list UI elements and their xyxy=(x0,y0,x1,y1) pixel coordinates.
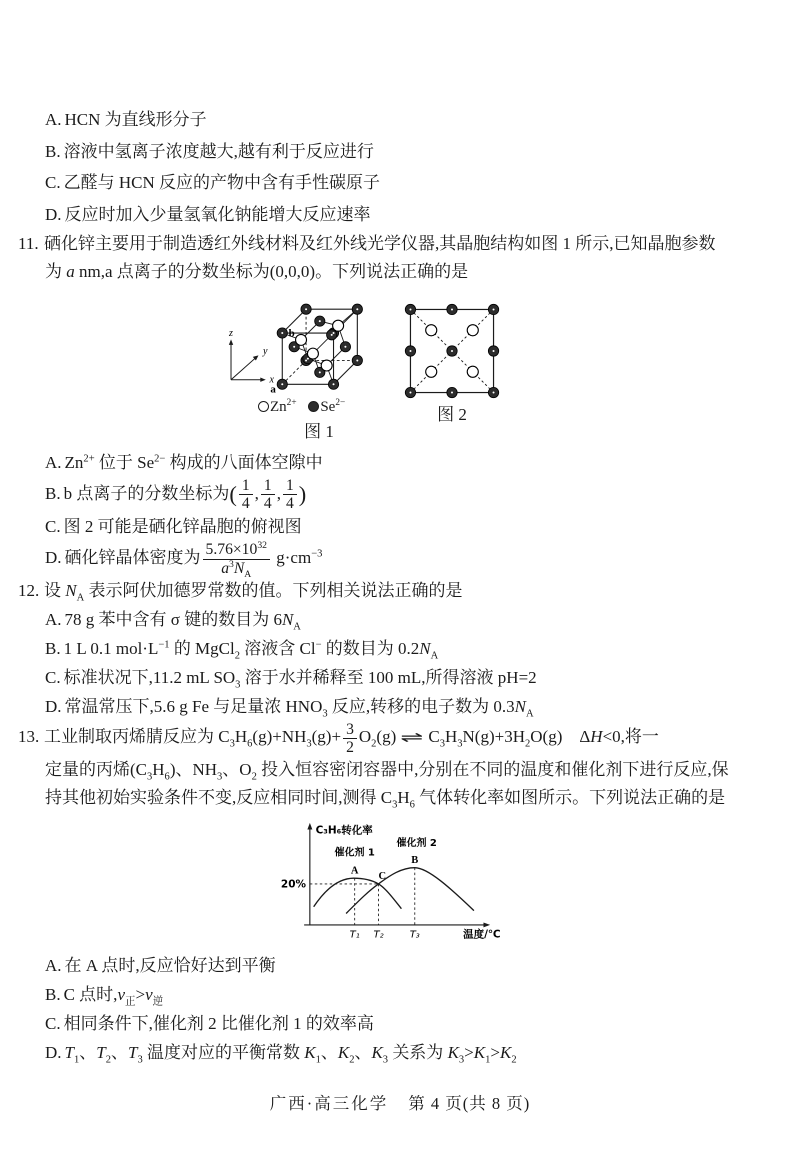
option-text: 相同条件下,催化剂 2 比催化剂 1 的效率高 xyxy=(63,1014,374,1034)
point-C-label: C xyxy=(378,871,387,883)
option-line xyxy=(45,692,774,721)
option-label: A. xyxy=(45,956,62,976)
option-label: C. xyxy=(45,173,61,192)
stem-text: 为 a nm,a 点离子的分数坐标为(0,0,0)。下列说法正确的是 xyxy=(45,262,469,281)
option-text: C 点时$,v_正>v_逆$ xyxy=(63,985,164,1008)
tick-T3: T₃ xyxy=(409,929,420,941)
unit-cell-diagram xyxy=(218,290,374,398)
axis-z-label: z xyxy=(229,327,233,339)
question-stem-continued xyxy=(45,784,774,812)
figure-row xyxy=(218,290,774,442)
question-stem xyxy=(18,230,774,258)
option-line xyxy=(45,167,774,199)
zn-atom-icon xyxy=(258,401,269,412)
footer-page-number: 第 4 页(共 8 页) xyxy=(408,1094,531,1113)
option-text: b 点离子的分数坐标为( $\frac{1}{4}$ , $\frac{1}{4}$ , $\frac{1}{4}$ ) xyxy=(63,477,307,513)
option-label: B. xyxy=(45,483,61,503)
option-line xyxy=(45,980,774,1009)
chart-x-label: 温度/℃ xyxy=(463,928,501,941)
point-A-label: A xyxy=(350,865,359,877)
stem-text: 工业制取丙烯腈反应为 $C_3H_6(g)+NH_3(g)+$ $\frac{3}{2}$ $O_2(g)$ ⇌ $C_3H_3N(g)+3H_2O(g)$ ΔH<0,将一 xyxy=(44,720,659,757)
option-text: 硒化锌晶体密度为 $\frac{5.76\times 10^{32}}{a^3N_A}$ $g\cdot cm^{-3}$ xyxy=(64,540,323,580)
option-label: C. xyxy=(45,517,61,537)
catalyst-1-label: 催化剂 1 xyxy=(334,847,375,859)
option-label: D. xyxy=(45,696,62,716)
question-13 xyxy=(18,721,774,1067)
figure-1-legend xyxy=(258,399,374,416)
option-text: 溶液中氢离子浓度越大,越有利于反应进行 xyxy=(63,141,374,161)
chart-axes xyxy=(304,828,485,925)
zn-legend-label: $Zn^{2+}$ xyxy=(270,398,297,415)
option-label: B. xyxy=(45,638,61,658)
figure-1-block xyxy=(218,290,374,442)
option-line xyxy=(45,104,774,136)
point-b-label: b xyxy=(288,327,295,340)
question-stem xyxy=(18,721,774,756)
option-text: $T_1$、$T_2$、$T_3$ 温度对应的平衡常数 $K_1$、$K_2$、$K_3$ 关系为 $K_3>K_1>K_2$ xyxy=(64,1043,517,1066)
point-B-label: B xyxy=(411,855,419,867)
option-label: B. xyxy=(45,985,61,1005)
option-line xyxy=(45,663,774,692)
question-number: 12. xyxy=(18,580,40,600)
question-number: 11. xyxy=(18,234,39,253)
option-line xyxy=(45,605,774,634)
figure-1-caption: 图 1 xyxy=(304,422,334,441)
stem-text: 硒化锌主要用于制造透红外线材料及红外线光学仪器,其晶胞结构如图 1 所示,已知晶胞参数 xyxy=(44,234,716,253)
stem-text: 设 $N_A$ 表示阿伏加德罗常数的值。下列相关说法正确的是 xyxy=(44,580,463,604)
option-label: B. xyxy=(45,141,61,161)
stem-text: 定量的丙烯$(C_3H_6)$、$NH_3$、$O_2$ 投入恒容密闭容器中,分别在不同的温度和催化剂下进行反应,保 xyxy=(45,760,729,783)
option-line xyxy=(45,1009,774,1038)
footer-subject: 广西·高三化学 xyxy=(269,1094,389,1113)
option-text: 78 g 苯中含有 σ 键的数目为 $6N_A$ xyxy=(64,609,301,633)
top-view-diagram xyxy=(404,303,500,399)
question-number: 13. xyxy=(18,727,40,747)
tick-T1: T₁ xyxy=(349,929,360,941)
option-line xyxy=(45,136,774,168)
catalyst-2-label: 催化剂 2 xyxy=(396,837,437,849)
option-text: 常温常压下,5.6 g Fe 与足量浓 $HNO_3$ 反应,转移的电子数为 $0.3N_A$ xyxy=(64,696,534,720)
option-line xyxy=(45,951,774,980)
option-label: D. xyxy=(45,548,62,568)
catalyst-1-curve xyxy=(314,878,402,909)
option-text: 标准状况下,11.2 mL $SO_3$ 溶于水并稀释至 100 mL,所得溶液 pH=2 xyxy=(63,667,537,691)
conversion-rate-chart xyxy=(266,820,774,949)
option-label: C. xyxy=(45,667,61,687)
option-label: D. xyxy=(45,204,62,224)
option-line xyxy=(45,448,774,477)
option-text: 乙醛与 HCN 反应的产物中含有手性碳原子 xyxy=(63,173,380,192)
se-atom-icon xyxy=(308,401,319,412)
chart-svg xyxy=(266,820,513,944)
question-12 xyxy=(18,577,774,721)
axes-icon xyxy=(229,339,266,381)
x-axis-arrow xyxy=(483,923,490,928)
option-line xyxy=(45,1038,774,1067)
y-axis-arrow xyxy=(307,823,312,830)
option-line xyxy=(45,199,774,231)
reference-20-label: 20% xyxy=(280,878,307,891)
option-line xyxy=(45,512,774,541)
stem-text: 持其他初始实验条件不变,反应相同时间,测得 $C_3H_6$ 气体转化率如图所示。下列说法正确的是 xyxy=(45,788,726,811)
option-text: $Zn^{2+}$ 位于 $Se^{2-}$ 构成的八面体空隙中 xyxy=(64,453,323,472)
question-stem-continued xyxy=(45,258,774,286)
option-text: 反应时加入少量氢氧化钠能增大反应速率 xyxy=(64,204,371,224)
axis-y-label: y xyxy=(263,346,268,358)
tick-T2: T₂ xyxy=(373,929,384,941)
figure-2-caption: 图 2 xyxy=(437,405,467,424)
option-label: C. xyxy=(45,1014,61,1034)
catalyst-2-curve xyxy=(346,865,474,914)
question-stem-continued xyxy=(45,756,774,784)
question-11 xyxy=(18,230,774,580)
se-legend-label: $Se^{2-}$ xyxy=(320,398,346,415)
option-text: 1 L 0.1 $mol\cdot L^{-1}$ 的 MgCl$_2$ 溶液含 Cl− 的数目为 $0.2N_A$ xyxy=(63,638,439,662)
point-a-label: a xyxy=(270,383,276,396)
option-line xyxy=(45,540,774,580)
option-text: 在 A 点时,反应恰好达到平衡 xyxy=(64,956,276,976)
option-label: A. xyxy=(45,609,62,629)
question-10-options xyxy=(18,104,774,230)
option-label: D. xyxy=(45,1043,62,1063)
page-footer xyxy=(0,1090,800,1114)
option-label: A. xyxy=(45,110,62,129)
option-line xyxy=(45,477,774,512)
figure-2-block xyxy=(404,303,500,425)
option-line xyxy=(45,634,774,663)
option-text: 图 2 可能是硒化锌晶胞的俯视图 xyxy=(63,517,302,537)
chart-y-label: C₃H₆转化率 xyxy=(315,824,373,837)
option-text: HCN 为直线形分子 xyxy=(64,110,207,129)
dashed-guides xyxy=(310,865,415,925)
axis-x-label: x xyxy=(269,374,274,386)
question-stem xyxy=(18,577,774,605)
option-label: A. xyxy=(45,453,62,472)
